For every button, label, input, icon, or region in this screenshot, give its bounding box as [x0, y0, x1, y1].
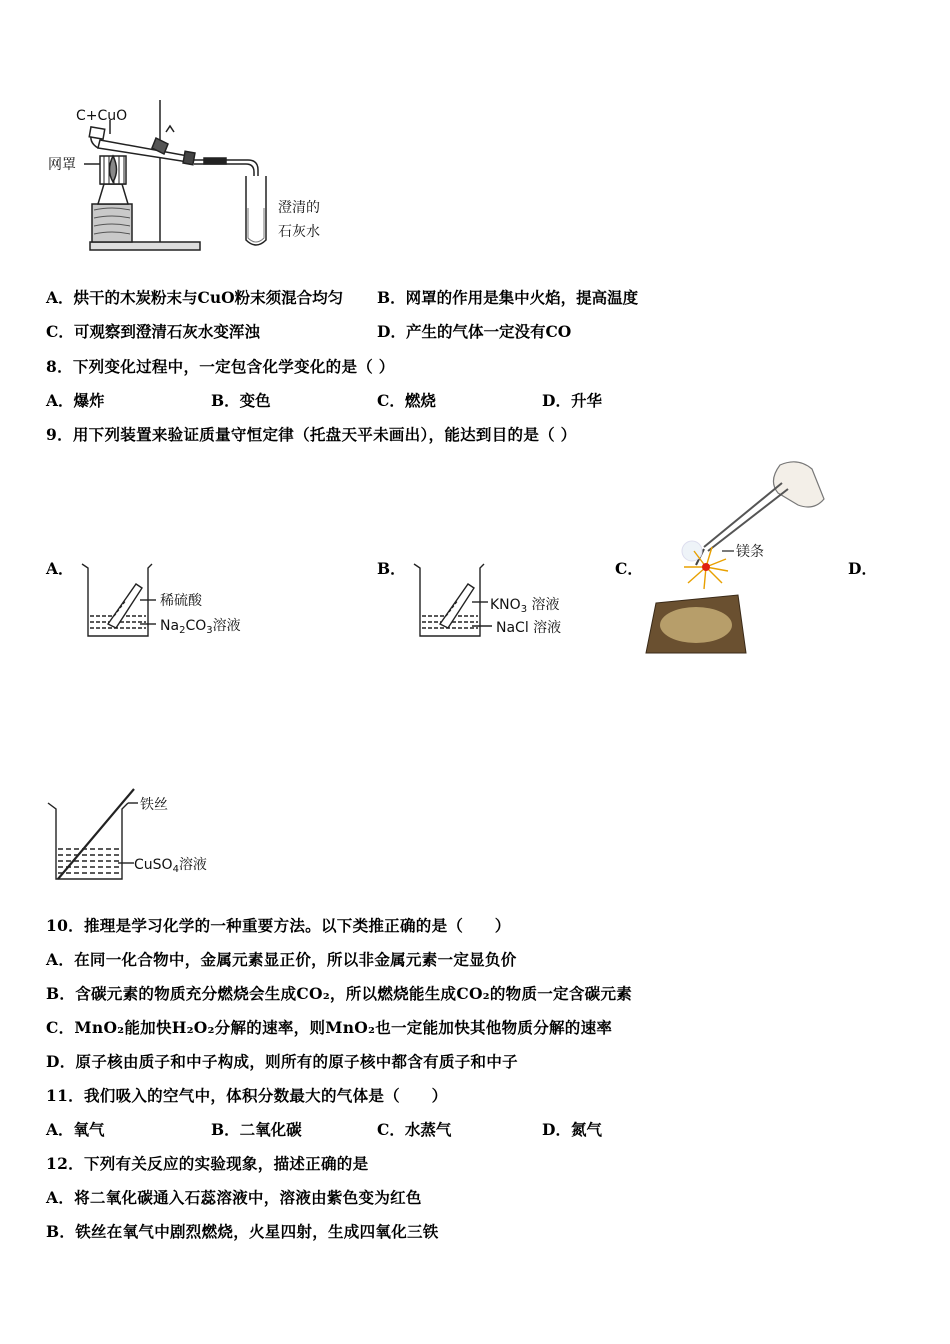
q7-option-c: C．可观察到澄清石灰水变浑浊	[46, 322, 260, 341]
q9-letter-b: B．	[377, 559, 406, 578]
q10-option-d: D．原子核由质子和中子构成，则所有的原子核中都含有质子和中子	[46, 1052, 518, 1071]
q10-option-a: A．在同一化合物中，金属元素显正价，所以非金属元素一定显负价	[46, 950, 517, 969]
q9-figure-b	[412, 560, 592, 650]
label-cuso4-sub: 4	[172, 864, 179, 875]
label-dilute-sulfuric-acid: 稀硫酸	[160, 593, 202, 609]
q10-stem: 10．推理是学习化学的一种重要方法。以下类推正确的是（ ）	[46, 916, 511, 935]
svg-text:Na2CO3溶液	[160, 617, 241, 636]
svg-text:KNO3 溶液	[490, 596, 560, 615]
label-limewater-1: 澄清的	[278, 200, 320, 216]
label-limewater-2: 石灰水	[278, 224, 320, 240]
q11-option-a: A．氧气	[46, 1120, 105, 1139]
q12-option-a: A．将二氧化碳通入石蕊溶液中，溶液由紫色变为红色	[46, 1188, 422, 1207]
q9-letter-d: D．	[848, 559, 877, 578]
q11-option-b: B．二氧化碳	[211, 1120, 302, 1139]
q9-letter-c: C．	[615, 559, 643, 578]
q9-letter-a: A．	[46, 559, 74, 578]
q9-figure-d	[46, 785, 246, 889]
label-cuso4-main: CuSO	[134, 857, 173, 873]
label-nacl-solution: NaCl 溶液	[496, 620, 562, 636]
apparatus-figure	[48, 98, 348, 258]
label-kno3-sub: 3	[520, 604, 528, 615]
label-kno3-solution: 溶液	[527, 597, 560, 613]
q11-option-d: D．氮气	[542, 1120, 602, 1139]
q8-option-d: D．升华	[542, 391, 602, 410]
q7-option-a: A．烘干的木炭粉末与CuO粉末须混合均匀	[46, 288, 344, 307]
q7-option-b: B．网罩的作用是集中火焰，提高温度	[377, 288, 639, 307]
label-cuso4-solution: 溶液	[178, 857, 207, 873]
q9-figure-c	[640, 455, 830, 655]
label-mesh: 网罩	[48, 157, 76, 173]
label-na2co3-sub2: 2	[179, 625, 186, 636]
tongs-image	[704, 483, 788, 551]
q8-stem: 8．下列变化过程中，一定包含化学变化的是（ ）	[46, 357, 395, 376]
q12-stem: 12．下列有关反应的实验现象，描述正确的是	[46, 1154, 369, 1173]
label-na2co3-co: CO	[185, 618, 207, 634]
label-kno3-main: KNO	[490, 597, 521, 613]
q11-stem: 11．我们吸入的空气中，体积分数最大的气体是（ ）	[46, 1086, 448, 1105]
q9-stem: 9．用下列装置来验证质量守恒定律（托盘天平未画出），能达到目的是（ ）	[46, 425, 577, 444]
label-magnesium-strip: 镁条	[736, 544, 764, 560]
q9-figure-a	[80, 560, 260, 650]
label-reactant: C+CuO	[76, 108, 128, 124]
label-na2co3-solution: 溶液	[212, 618, 241, 634]
q10-option-b: B．含碳元素的物质充分燃烧会生成CO₂，所以燃烧能生成CO₂的物质一定含碳元素	[46, 984, 633, 1003]
label-na2co3-na: Na	[160, 618, 180, 634]
q8-option-a: A．爆炸	[46, 391, 105, 410]
q12-option-b: B．铁丝在氧气中剧烈燃烧，火星四射，生成四氧化三铁	[46, 1222, 439, 1241]
label-na2co3-sub3: 3	[206, 625, 213, 636]
q7-option-d: D．产生的气体一定没有CO	[377, 322, 572, 341]
q10-option-c: C．MnO₂能加快H₂O₂分解的速率，则MnO₂也一定能加快其他物质分解的速率	[46, 1018, 613, 1037]
label-iron-wire: 铁丝	[140, 797, 168, 813]
q11-option-c: C．水蒸气	[377, 1120, 452, 1139]
svg-text:CuSO4溶液	[134, 856, 207, 875]
q8-option-b: B．变色	[211, 391, 271, 410]
q8-option-c: C．燃烧	[377, 391, 436, 410]
